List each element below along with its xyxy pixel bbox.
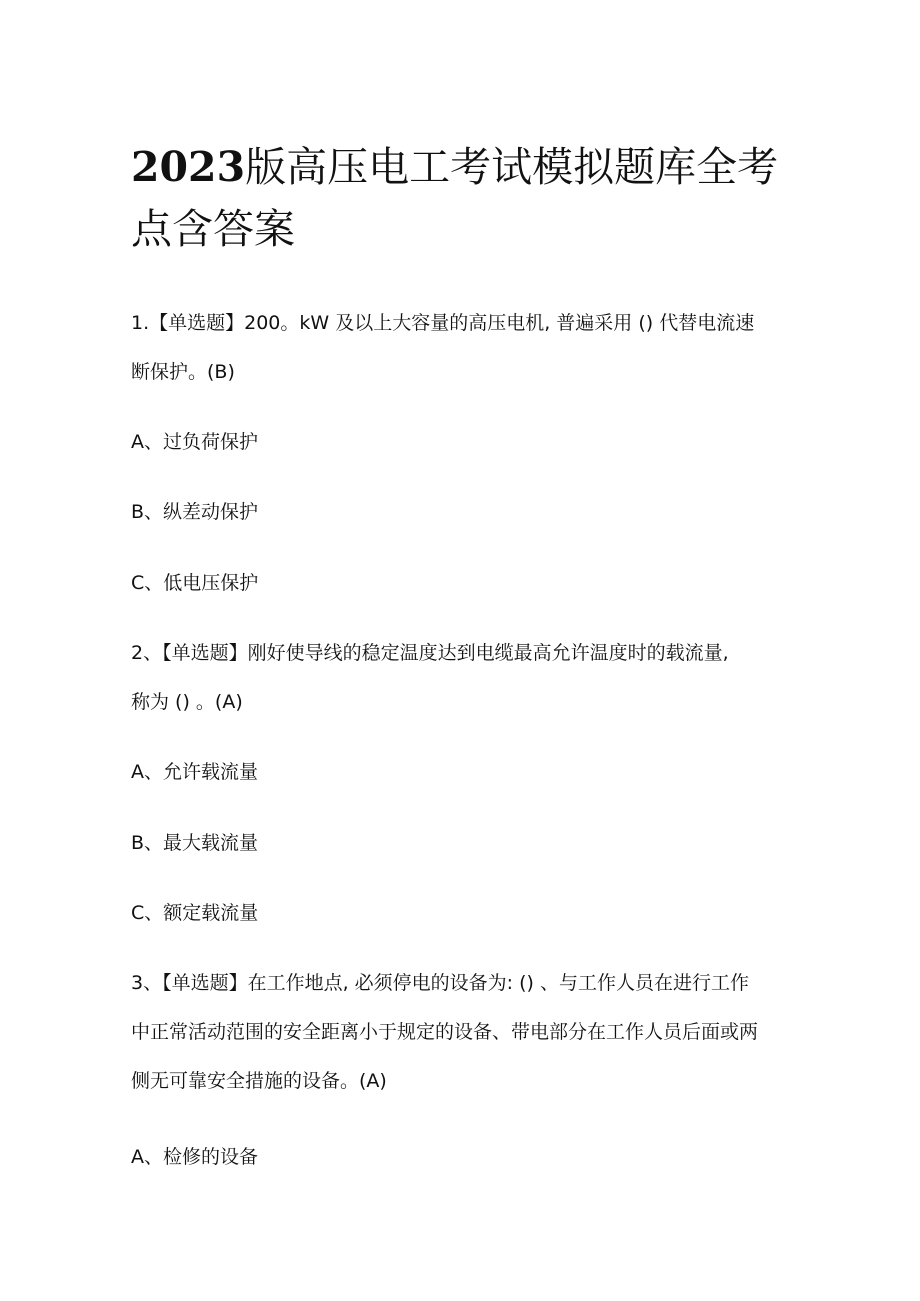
question-1-option-c: C、低电压保护 <box>131 572 259 594</box>
document-title <box>131 136 811 260</box>
question-1-stem-line-1: 1.【单选题】200。kW 及以上大容量的高压电机, 普遍采用 () 代替电流速 <box>131 312 755 334</box>
question-2-stem-line-2: 称为 () 。(A) <box>131 691 243 713</box>
question-2-option-c: C、额定载流量 <box>131 902 259 924</box>
question-2-stem-line-1: 2、【单选题】刚好使导线的稳定温度达到电缆最高允许温度时的载流量, <box>131 642 729 664</box>
question-1-option-b: B、纵差动保护 <box>131 501 259 523</box>
question-3-stem-line-1: 3、【单选题】在工作地点, 必须停电的设备为: () 、与工作人员在进行工作 <box>131 972 749 994</box>
question-1-option-a: A、过负荷保护 <box>131 431 258 453</box>
title-year: 2023 <box>131 143 246 191</box>
question-3-stem-line-3: 侧无可靠安全措施的设备。(A) <box>131 1070 387 1092</box>
question-3-stem-line-2: 中正常活动范围的安全距离小于规定的设备、带电部分在工作人员后面或两 <box>131 1021 759 1043</box>
question-3-option-a: A、检修的设备 <box>131 1146 258 1168</box>
question-2-option-b: B、最大载流量 <box>131 832 259 854</box>
title-text-line1: 版高压电工考试模拟题库全考 <box>245 143 779 191</box>
title-text-line2: 点含答案 <box>131 205 295 253</box>
question-1-stem-line-2: 断保护。(B) <box>131 361 235 383</box>
question-2-option-a: A、允许载流量 <box>131 761 258 783</box>
